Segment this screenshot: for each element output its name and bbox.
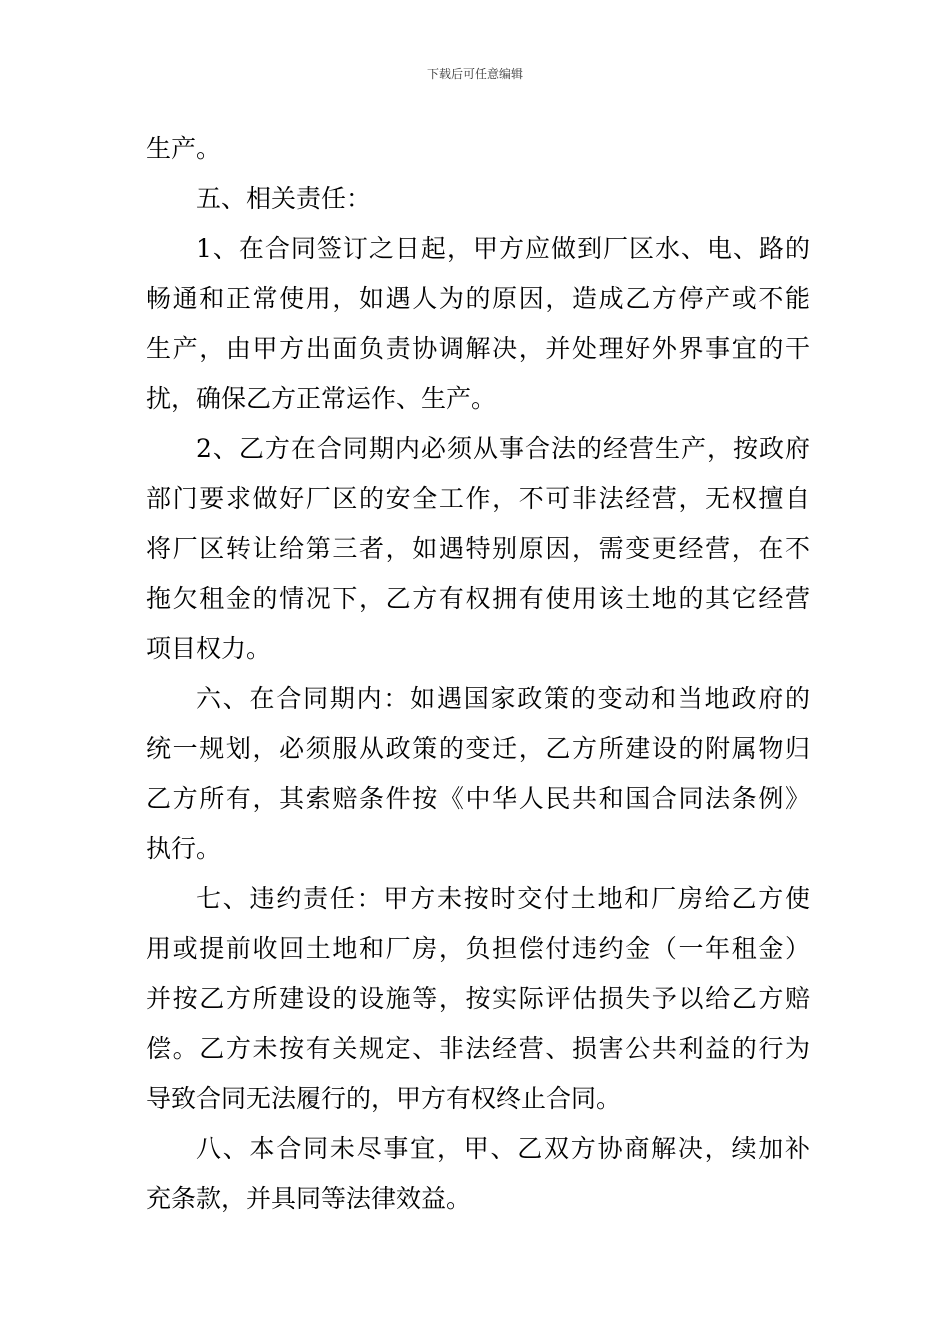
text-line: 扰，确保乙方正常运作、生产。 (146, 384, 497, 413)
text-line: 导致合同无法履行的，甲方有权终止合同。 (146, 1084, 622, 1113)
text-line: 偿。乙方未按有关规定、非法经营、损害公共利益的行为 (146, 1034, 810, 1063)
text-line: 2、乙方在合同期内必须从事合法的经营生产，按政府 (196, 434, 810, 463)
text-line: 1、在合同签订之日起，甲方应做到厂区水、电、路的 (196, 234, 810, 263)
text-line: 乙方所有，其索赔条件按《中华人民共和国合同法条例》 (146, 784, 810, 813)
text-line: 六、在合同期内：如遇国家政策的变动和当地政府的 (196, 684, 810, 713)
text-line: 统一规划，必须服从政策的变迁，乙方所建设的附属物归 (146, 734, 810, 763)
text-line: 生产。 (146, 134, 222, 163)
text-line: 七、违约责任：甲方未按时交付土地和厂房给乙方使 (196, 884, 810, 913)
text-line: 八、本合同未尽事宜，甲、乙双方协商解决，续加补 (196, 1134, 810, 1163)
text-line: 五、相关责任： (196, 184, 372, 213)
text-line: 并按乙方所建设的设施等，按实际评估损失予以给乙方赔 (146, 984, 810, 1013)
text-line: 将厂区转让给第三者，如遇特别原因，需变更经营，在不 (146, 534, 810, 563)
text-line: 项目权力。 (146, 634, 272, 663)
text-line: 部门要求做好厂区的安全工作，不可非法经营，无权擅自 (146, 484, 810, 513)
page-header: 下载后可任意编辑 (426, 67, 523, 81)
text-line: 用或提前收回土地和厂房，负担偿付违约金（一年租金） (146, 934, 810, 963)
text-line: 拖欠租金的情况下，乙方有权拥有使用该土地的其它经营 (146, 584, 810, 613)
text-line: 执行。 (146, 834, 222, 863)
document-body (146, 124, 810, 1224)
text-line: 充条款，并具同等法律效益。 (146, 1184, 472, 1213)
text-line: 畅通和正常使用，如遇人为的原因，造成乙方停产或不能 (146, 284, 810, 313)
text-line: 生产，由甲方出面负责协调解决，并处理好外界事宜的干 (146, 334, 810, 363)
